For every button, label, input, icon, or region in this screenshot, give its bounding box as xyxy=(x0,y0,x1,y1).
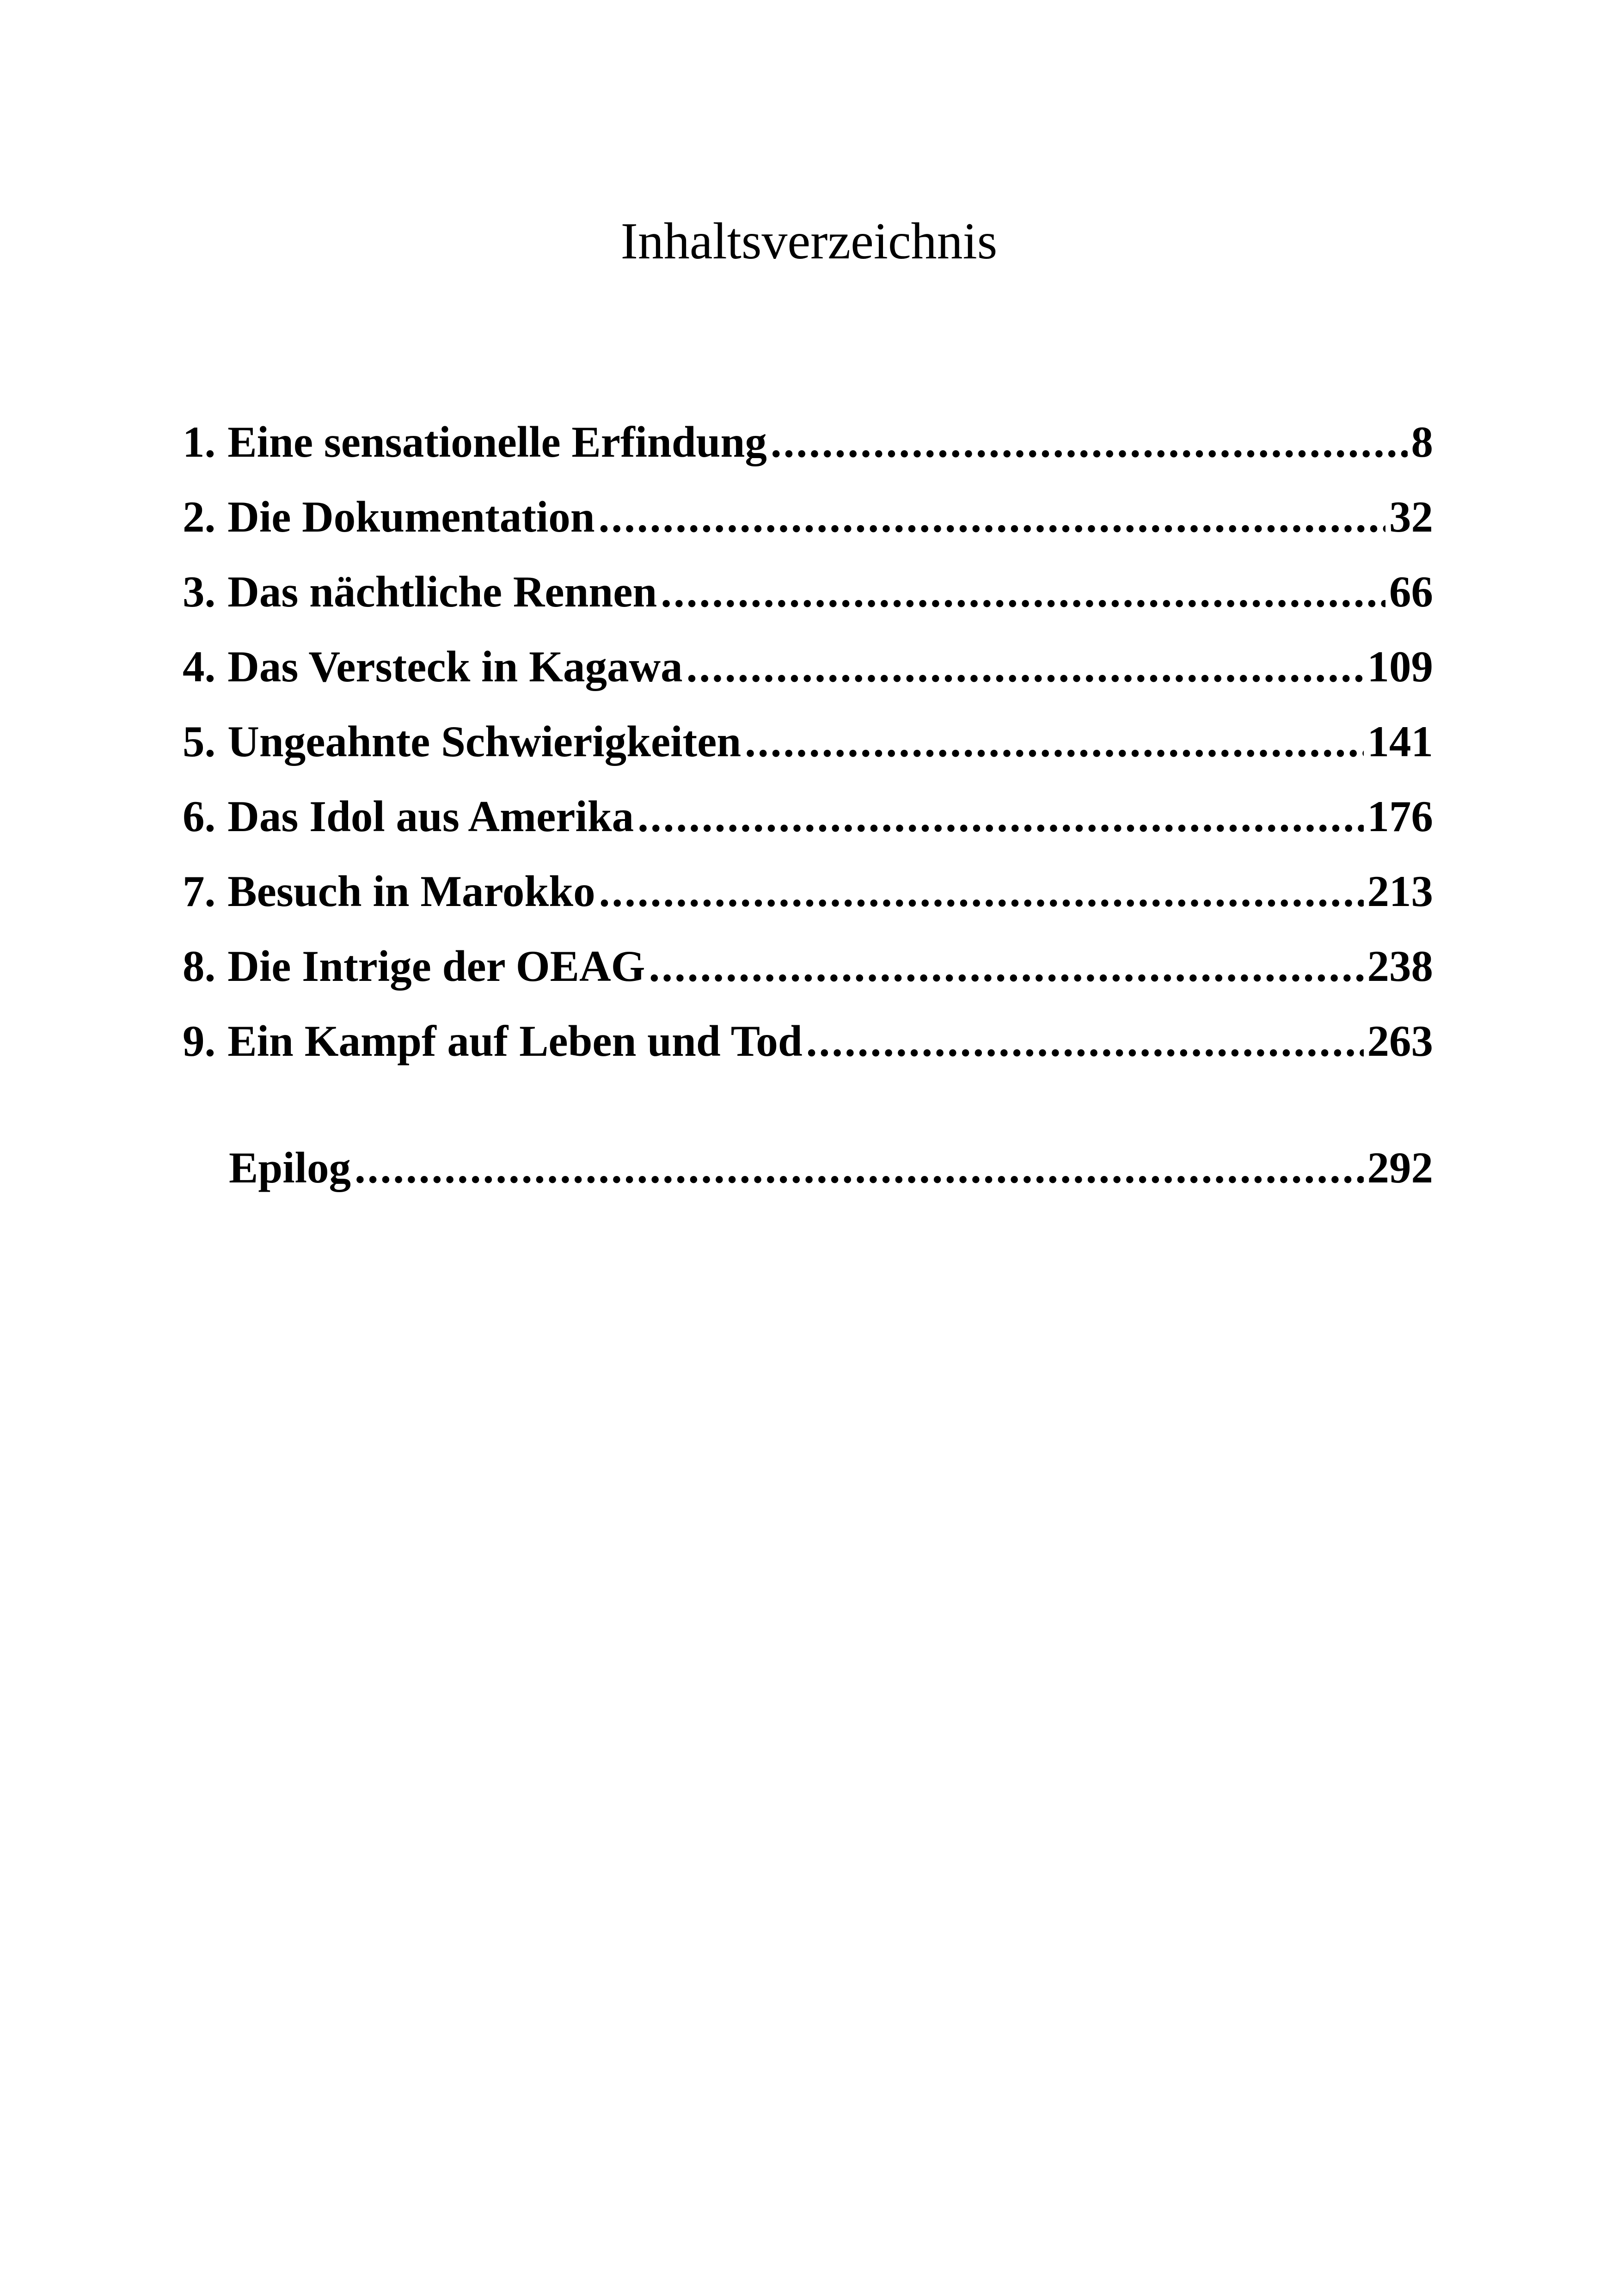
chapter-title: Das Idol aus Amerika xyxy=(227,792,634,841)
toc-list xyxy=(183,404,1433,1078)
dot-leader xyxy=(599,479,1385,554)
chapter-number: 4. xyxy=(183,642,216,691)
chapter-number: 9. xyxy=(183,1016,216,1065)
chapter-page-number: 66 xyxy=(1389,567,1433,616)
page-title: Inhaltsverzeichnis xyxy=(620,213,998,270)
chapter-page-number: 176 xyxy=(1367,792,1433,841)
toc-entry xyxy=(183,704,1433,779)
epilog-title: Epilog xyxy=(229,1143,351,1192)
chapter-page-number: 141 xyxy=(1367,717,1433,766)
chapter-title: Ungeahnte Schwierigkeiten xyxy=(227,717,742,766)
chapter-page-number: 263 xyxy=(1367,1016,1433,1065)
chapter-title: Die Dokumentation xyxy=(227,492,595,541)
chapter-title: Das Versteck in Kagawa xyxy=(227,642,683,691)
chapter-page-number: 109 xyxy=(1367,642,1433,691)
toc-entry xyxy=(183,479,1433,554)
toc-entry xyxy=(183,404,1433,479)
chapter-title: Das nächtliche Rennen xyxy=(227,567,657,616)
dot-leader xyxy=(649,929,1364,1004)
chapter-page-number: 213 xyxy=(1367,867,1433,916)
chapter-number: 3. xyxy=(183,567,216,616)
chapter-number: 7. xyxy=(183,867,216,916)
chapter-title: Eine sensationelle Erfindung xyxy=(227,417,767,466)
dot-leader xyxy=(771,404,1408,479)
chapter-title: Besuch in Marokko xyxy=(227,867,595,916)
toc-entry xyxy=(183,929,1433,1004)
dot-leader xyxy=(686,629,1364,704)
chapter-number: 1. xyxy=(183,417,216,466)
chapter-title: Ein Kampf auf Leben und Tod xyxy=(227,1016,803,1065)
chapter-page-number: 32 xyxy=(1389,492,1433,541)
toc-entry-epilog xyxy=(229,1130,1433,1205)
toc-entry xyxy=(183,779,1433,854)
chapter-number: 6. xyxy=(183,792,216,841)
epilog-page-number: 292 xyxy=(1367,1143,1433,1192)
dot-leader xyxy=(355,1130,1364,1205)
toc-entry xyxy=(183,854,1433,929)
chapter-number: 8. xyxy=(183,942,216,991)
toc-entry xyxy=(183,554,1433,629)
dot-leader xyxy=(806,1004,1364,1078)
dot-leader xyxy=(599,854,1364,929)
chapter-title: Die Intrige der OEAG xyxy=(227,942,645,991)
chapter-page-number: 8 xyxy=(1411,417,1433,466)
chapter-number: 2. xyxy=(183,492,216,541)
dot-leader xyxy=(637,779,1363,854)
chapter-number: 5. xyxy=(183,717,216,766)
dot-leader xyxy=(661,554,1385,629)
toc-entry xyxy=(183,629,1433,704)
dot-leader xyxy=(745,704,1363,779)
toc-entry xyxy=(183,1004,1433,1078)
chapter-page-number: 238 xyxy=(1367,942,1433,991)
